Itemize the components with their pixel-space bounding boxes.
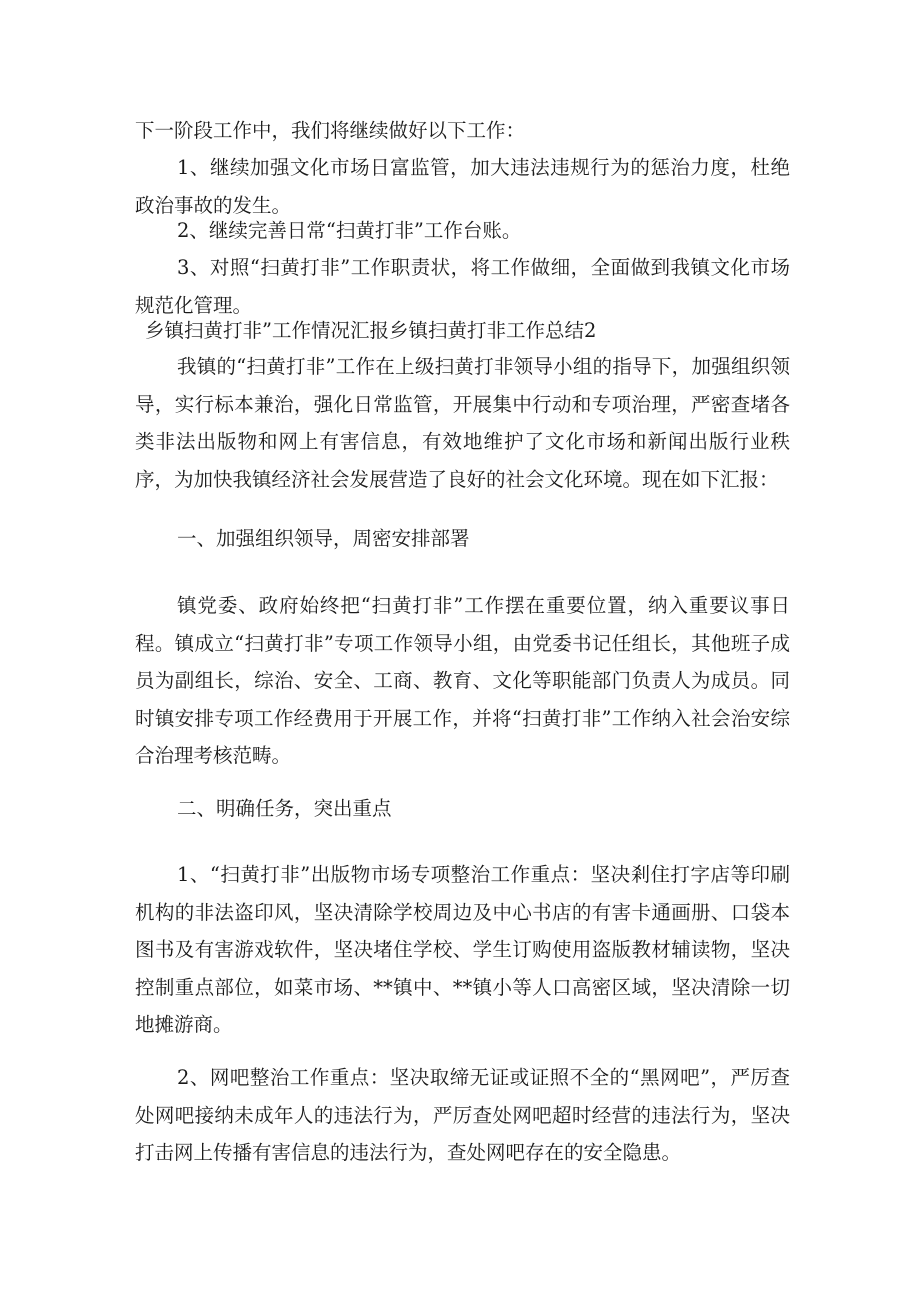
section-title: 乡镇扫黄打非”工作情况汇报乡镇扫黄打非工作总结2	[145, 319, 597, 342]
paragraph-item-3: 3、对照“扫黄打非”工作职责状，将工作做细，全面做到我镇文化市场规范化管理。	[135, 256, 790, 317]
paragraph-market: 1、“扫黄打非”出版物市场专项整治工作重点：坚决剎住打字店等印刷机构的非法盗印风，坚决清除学校周边及中心书店的有害卡通画册、口袋本图书及有害游戏软件，坚决堵住学校、学生订购使用盗版教材辅读物，坚决控制重点部位，如菜市场、**镇中、**镇小等人口高密区域，坚决清除一切地摊游商。	[135, 863, 790, 1036]
paragraph-leadership: 镇党委、政府始终把“扫黄打非”工作摆在重要位置，纳入重要议事日程。镇成立“扫黄打非”专项工作领导小组，由党委书记任组长，其他班子成员为副组长，综治、安全、工商、教育、文化等职能部门负责人为成员。同时镇安排专项工作经费用于开展工作，并将“扫黄打非”工作纳入社会治安综合治理考核范畴。	[135, 594, 790, 767]
paragraph-intro: 下一阶段工作中，我们将继续做好以下工作：	[135, 119, 526, 142]
paragraph-item-2: 2、继续完善日常“扫黄打非”工作台账。	[177, 219, 522, 242]
paragraph-item-1: 1、继续加强文化市场日富监管，加大违法违规行为的惩治力度，杜绝政治事故的发生。	[135, 156, 790, 217]
heading-one: 一、加强组织领导，周密安排部署	[177, 527, 470, 550]
paragraph-netcafe: 2、网吧整治工作重点：坚决取缔无证或证照不全的“黑网吧”，严厉查处网吧接纳未成年人的违法行为，严厉查处网吧超时经营的违法行为，坚决打击网上传播有害信息的违法行为，查处网吧存在的安全隐患。	[135, 1066, 790, 1164]
paragraph-summary: 我镇的“扫黄打非”工作在上级扫黄打非领导小组的指导下，加强组织领导，实行标本兼治，强化日常监管，开展集中行动和专项治理，严密查堵各类非法出版物和网上有害信息，有效地维护了文化市场和新闻出版行业秩序，为加快我镇经济社会发展营造了良好的社会文化环境。现在如下汇报：	[135, 355, 790, 491]
heading-two: 二、明确任务，突出重点	[177, 797, 392, 820]
